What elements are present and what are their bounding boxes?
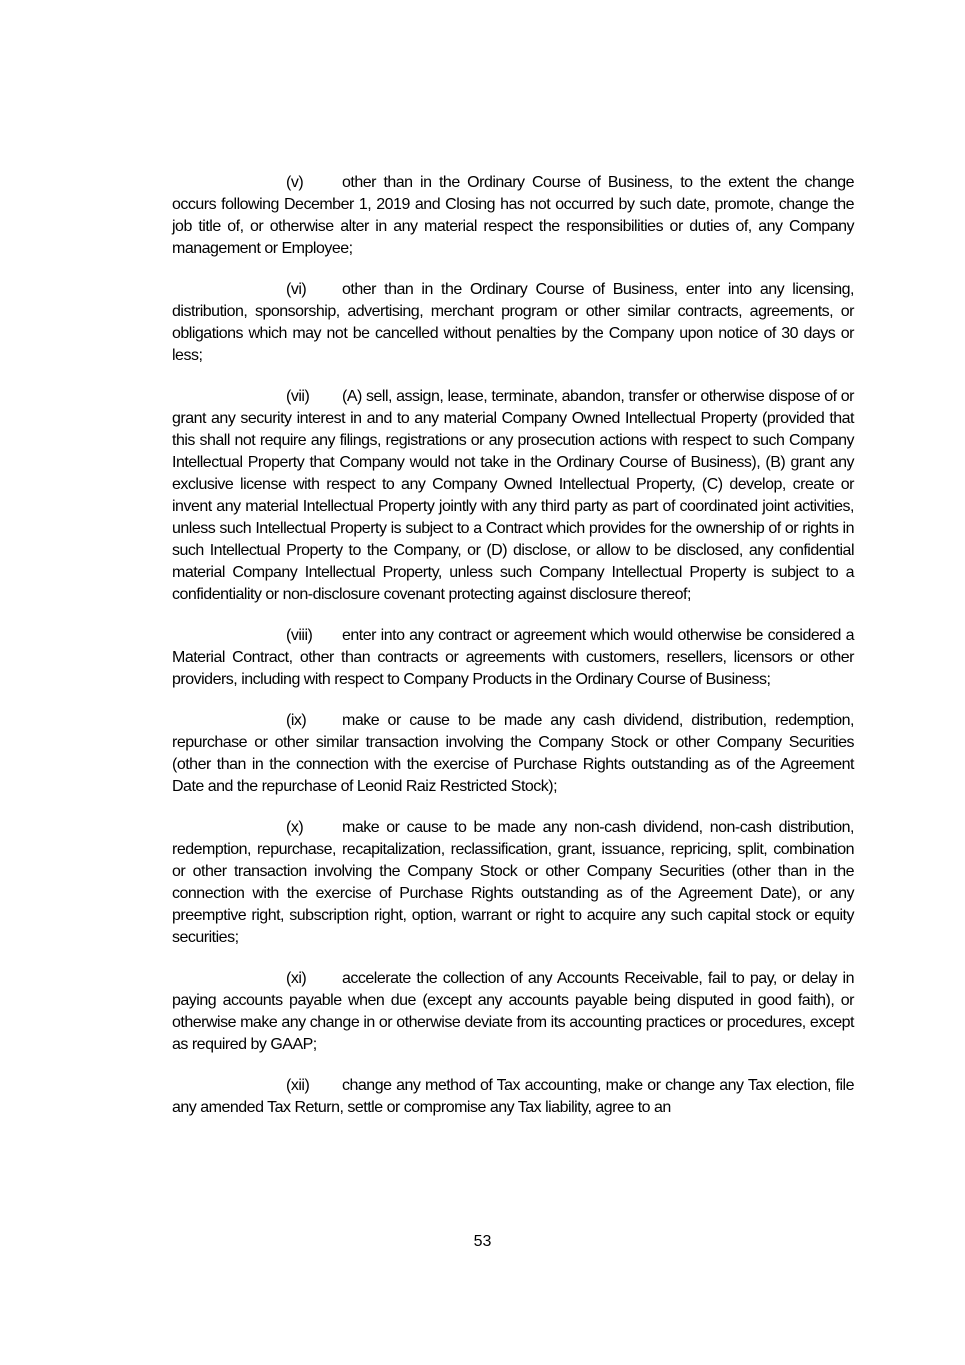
clause-text: (A) sell, assign, lease, terminate, abandon, transfer or otherwise dispose of or grant any security interest in and to any material Company Owned Intellectual Property (provided that this shall not require any filings, registrations or any prosecution actions with respect to such Company Intellectual Property that Company would not take in the Ordinary Course of Business), (B) grant any exclusive license with respect to any Company Owned Intellectual Property, (C) develop, create or invent any material Intellectual Property jointly with any third party as part of coordinated joint activities, unless such Intellectual Property is subject to a Contract which provides for the ownership of or rights in such Intellectual Property to the Company, or (D) disclose, or allow to be disclosed, any confidential material Company Intellectual Property, unless such Company Intellectual Property is subject to a confidentiality or non-disclosure covenant protecting against disclosure thereof;: [172, 388, 854, 603]
clause-xi: [172, 968, 854, 1056]
clause-number: (vi): [286, 281, 307, 298]
clause-text: make or cause to be made any non-cash dividend, non-cash distribution, redemption, repurchase, recapitalization, reclassification, grant, issuance, repricing, split, combination or other transaction involving the Company Stock or other Company Securities (other than in the connection with the exercise of Purchase Rights outstanding as of the Agreement Date), or any preemptive right, subscription right, option, warrant or right to acquire any such capital stock or equity securities;: [172, 819, 854, 946]
clause-number: (xii): [286, 1077, 310, 1094]
clause-text: other than in the Ordinary Course of Business, to the extent the change occurs following December 1, 2019 and Closing has not occurred by such date, promote, change the job title of, or otherwise alter in any material respect the responsibilities or duties of, any Company management or Employee;: [172, 174, 854, 257]
clause-text: enter into any contract or agreement which would otherwise be considered a Material Contract, other than contracts or agreements with customers, resellers, licensors or other providers, including with respect to Company Products in the Ordinary Course of Business;: [172, 627, 854, 688]
clause-text: accelerate the collection of any Accounts Receivable, fail to pay, or delay in paying accounts payable when due (except any accounts payable being disputed in good faith), or otherwise make any change in or otherwise deviate from its accounting practices or procedures, except as required by GAAP;: [172, 970, 854, 1053]
clause-number: (x): [286, 819, 304, 836]
document-body: [172, 172, 854, 1138]
clause-number: (vii): [286, 388, 310, 405]
clause-viii: [172, 625, 854, 691]
clause-number: (v): [286, 174, 304, 191]
clause-text: change any method of Tax accounting, make or change any Tax election, file any amended Tax Return, settle or compromise any Tax liability, agree to an: [172, 1077, 854, 1116]
clause-v: [172, 172, 854, 260]
clause-text: make or cause to be made any cash dividend, distribution, redemption, repurchase or other similar transaction involving the Company Stock or other Company Securities (other than in the connection with the exercise of Purchase Rights outstanding as of the Agreement Date and the repurchase of Leonid Raiz Restricted Stock);: [172, 712, 854, 795]
clause-vii: [172, 386, 854, 606]
page-number: 53: [473, 1233, 492, 1250]
clause-xii: [172, 1075, 854, 1119]
clause-x: [172, 817, 854, 949]
clause-ix: [172, 710, 854, 798]
clause-text: other than in the Ordinary Course of Business, enter into any licensing, distribution, sponsorship, advertising, merchant program or other similar contracts, agreements, or obligations which may not be cancelled without penalties by the Company upon notice of 30 days or less;: [172, 281, 854, 364]
clause-number: (viii): [286, 627, 313, 644]
clause-number: (xi): [286, 970, 307, 987]
clause-number: (ix): [286, 712, 307, 729]
clause-vi: [172, 279, 854, 367]
